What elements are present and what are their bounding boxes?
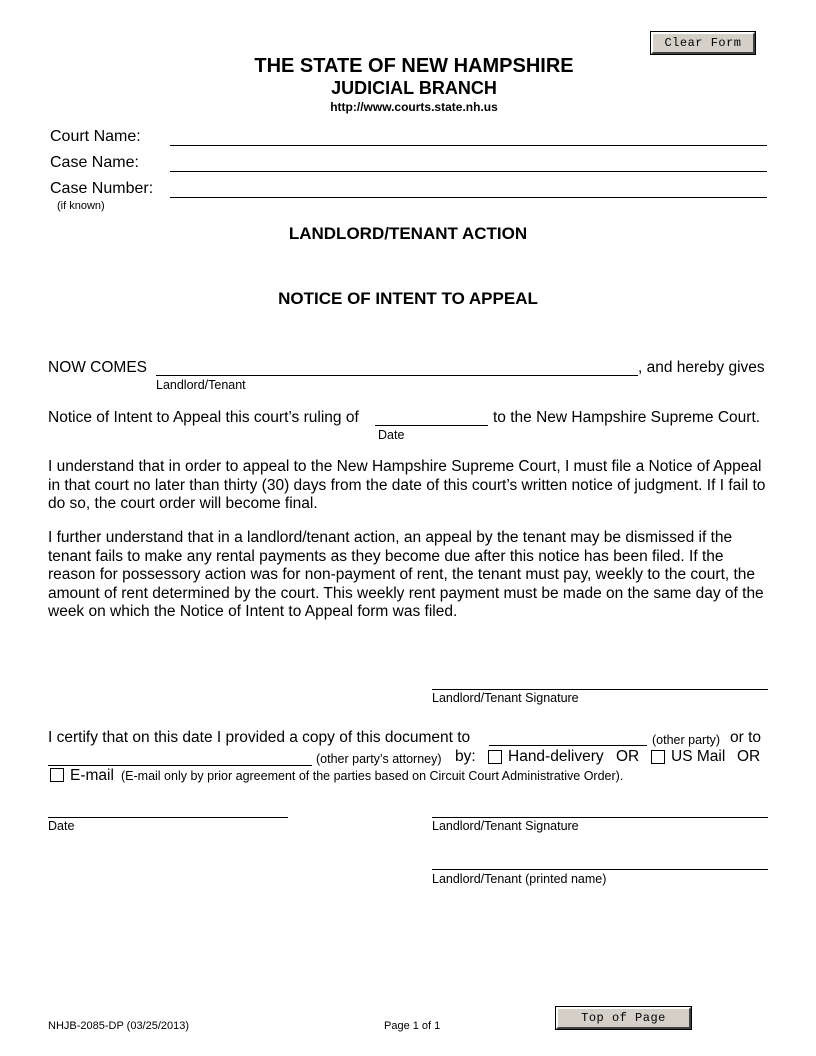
signature-field-1[interactable]	[432, 689, 768, 690]
case-name-label: Case Name:	[50, 154, 139, 171]
or-to-text: or to	[730, 729, 762, 746]
printed-name-caption: Landlord/Tenant (printed name)	[432, 872, 607, 886]
landlord-tenant-caption: Landlord/Tenant	[156, 378, 246, 392]
other-party-field[interactable]	[489, 745, 647, 746]
rent-payment-paragraph: I further understand that in a landlord/tenant action, an appeal by the tenant may be dismissed if the tenant fails to make any rental payments as they become due after this notice has been filed. If the reason for possessory action was for non-payment of rent, the tenant must pay, weekly to the court, the amount of rent determined by the court. This weekly rent payment must be made on the same day of the week on which the Notice of Intent to Appeal form was filed.	[48, 529, 764, 620]
page-number: Page 1 of 1	[384, 1020, 441, 1032]
email-note: (E-mail only by prior agreement of the parties based on Circuit Court Administrative Order).	[121, 769, 624, 783]
hand-delivery-checkbox[interactable]	[488, 750, 502, 764]
case-number-field[interactable]	[170, 197, 767, 198]
signature-field-2[interactable]	[432, 817, 768, 818]
certify-prefix: I certify that on this date I provided a copy of this document to	[48, 729, 471, 746]
state-title: THE STATE OF NEW HAMPSHIRE	[254, 55, 574, 77]
date-field[interactable]	[48, 817, 288, 818]
date-caption: Date	[48, 819, 75, 833]
printed-name-field[interactable]	[432, 869, 768, 870]
form-id: NHJB-2085-DP (03/25/2013)	[48, 1020, 190, 1032]
email-label: E-mail	[70, 767, 114, 784]
now-comes-prefix: NOW COMES	[48, 359, 148, 376]
us-mail-label: US Mail	[671, 748, 726, 765]
ruling-date-field[interactable]	[375, 425, 488, 426]
notice-line-prefix: Notice of Intent to Appeal this court’s ruling of	[48, 409, 359, 426]
other-party-caption: (other party)	[652, 733, 721, 747]
landlord-tenant-name-field[interactable]	[156, 375, 638, 376]
court-name-field[interactable]	[170, 145, 767, 146]
case-number-label: Case Number:	[50, 180, 154, 197]
case-name-field[interactable]	[170, 171, 767, 172]
or-text-1: OR	[616, 748, 640, 765]
clear-form-button[interactable]: Clear Form	[651, 32, 755, 54]
us-mail-checkbox[interactable]	[651, 750, 665, 764]
signature-caption-1: Landlord/Tenant Signature	[432, 691, 579, 705]
court-name-label: Court Name:	[50, 128, 141, 145]
email-checkbox[interactable]	[50, 768, 64, 782]
court-url: http://www.courts.state.nh.us	[330, 100, 498, 114]
attorney-field[interactable]	[48, 765, 312, 766]
signature-caption-2: Landlord/Tenant Signature	[432, 819, 579, 833]
action-title: LANDLORD/TENANT ACTION	[288, 224, 528, 243]
notice-line-suffix: to the New Hampshire Supreme Court.	[493, 409, 761, 426]
hand-delivery-label: Hand-delivery	[508, 748, 604, 765]
if-known-note: (if known)	[57, 200, 105, 212]
now-comes-suffix: , and hereby gives	[638, 359, 765, 376]
top-of-page-button[interactable]: Top of Page	[556, 1007, 691, 1029]
appeal-deadline-paragraph: I understand that in order to appeal to the New Hampshire Supreme Court, I must file a Notice of Appeal in that court no later than thirty (30) days from the date of this court’s written notice of judgment. If I fail to do so, the court order will become final.	[48, 458, 766, 512]
ruling-date-caption: Date	[378, 428, 405, 442]
or-text-2: OR	[737, 748, 761, 765]
notice-title: NOTICE OF INTENT TO APPEAL	[278, 289, 538, 308]
attorney-caption: (other party’s attorney)	[316, 752, 442, 766]
branch-title: JUDICIAL BRANCH	[331, 78, 497, 98]
by-text: by:	[455, 748, 476, 765]
